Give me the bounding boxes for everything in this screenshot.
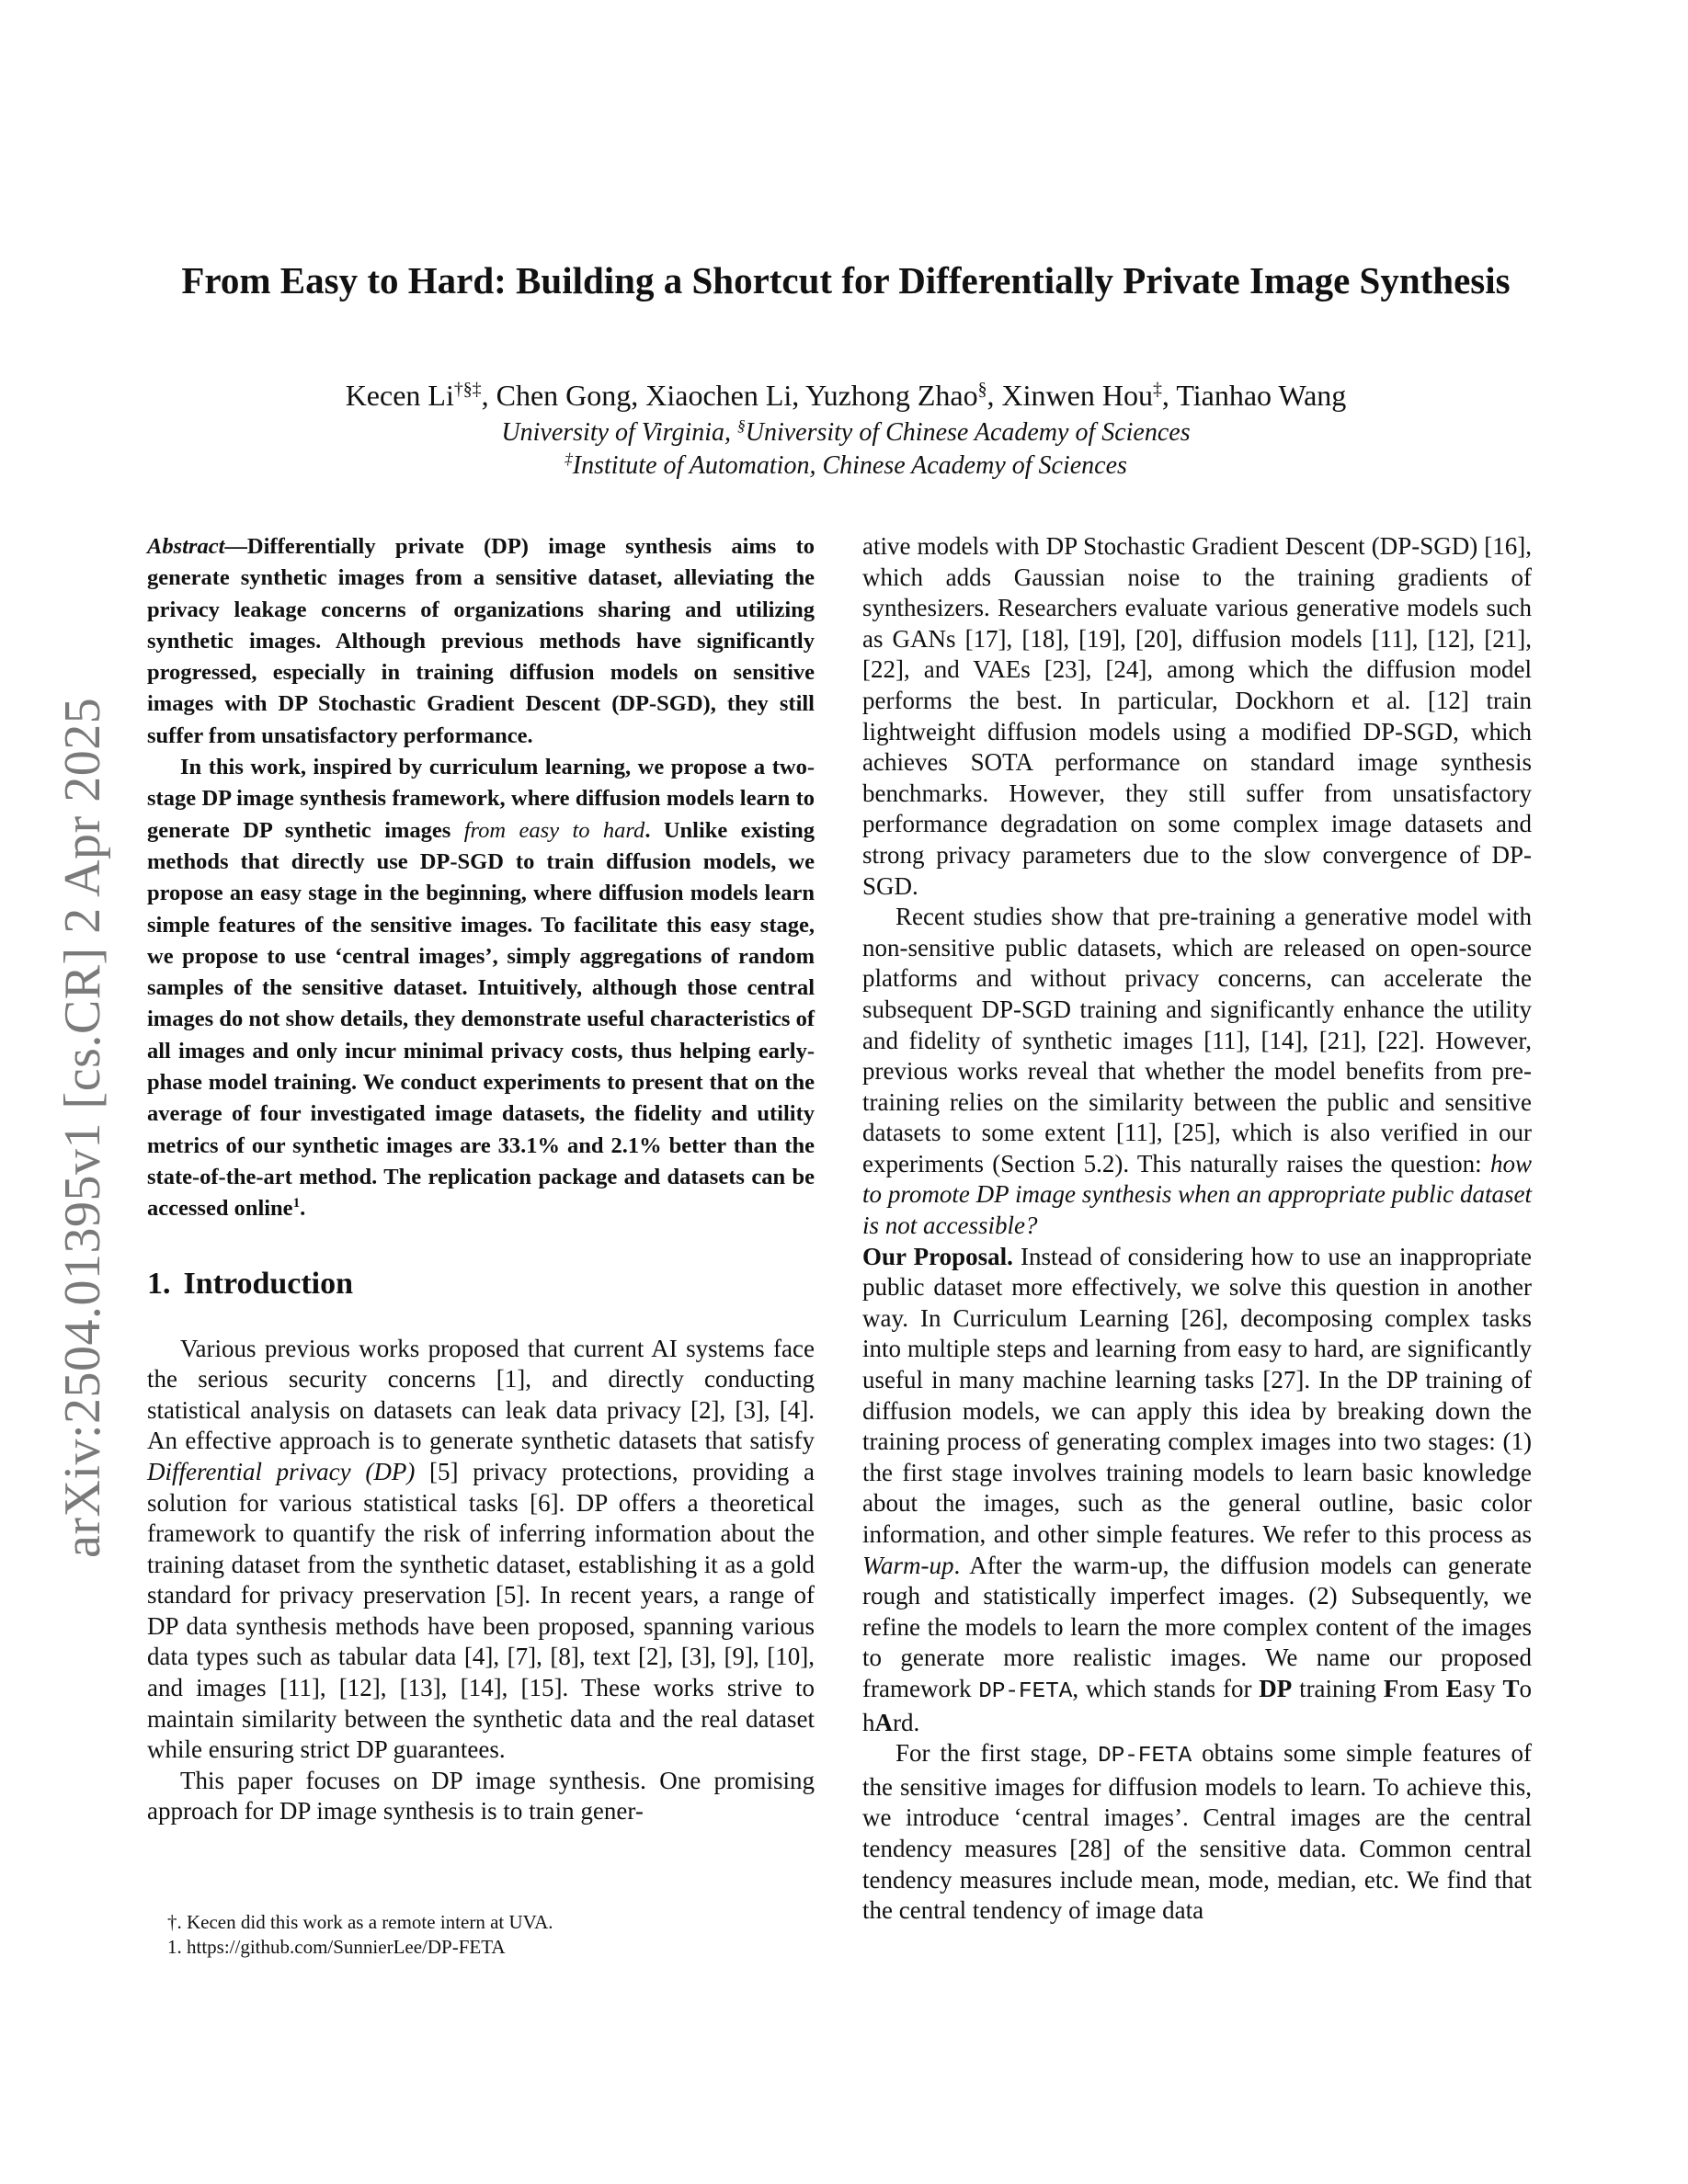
body-text: rd. [893, 1708, 920, 1736]
right-paragraph-4 [862, 1738, 1532, 1927]
author-list [110, 377, 1581, 414]
body-text: , which stands for [1072, 1674, 1260, 1702]
framework-name: DP-FETA [978, 1678, 1073, 1704]
body-emphasis: Differential privacy (DP) [147, 1457, 416, 1485]
intro-paragraph-1 [147, 1334, 815, 1766]
abstract-emphasis: from easy to hard [463, 817, 645, 843]
our-proposal-paragraph [862, 1242, 1532, 1739]
section-number: 1. [147, 1266, 171, 1301]
right-column [862, 531, 1532, 1927]
abstract-label: Abstract [147, 534, 225, 559]
acronym-letter: E [1445, 1674, 1463, 1702]
body-emphasis: how to promote DP image synthesis when an appropriate public dataset is not accessible? [862, 1149, 1532, 1240]
author-name: , Tianhao Wang [1161, 379, 1347, 412]
body-text: obtains some simple features of the sensitive images for diffusion models to learn. To achieve this, we introduce ‘central images’. Central images are the central tendency measures [28] of the sensitive data. Common central tendency measures include mean, mode, median, etc. We find that the central tendency of image data [862, 1739, 1532, 1925]
acronym-letter: T [1502, 1674, 1520, 1702]
affiliation-text: Institute of Automation, Chinese Academy of Sciences [572, 451, 1127, 480]
body-text: asy [1462, 1674, 1503, 1702]
abstract-paragraph-1 [147, 531, 815, 752]
author-names: , Chen Gong, Xiaochen Li, Yuzhong Zhao [481, 379, 978, 412]
abstract-dash: — [224, 534, 247, 559]
footnotes [147, 1910, 815, 1960]
affiliation-text: University of Virginia, [501, 418, 738, 447]
affiliation-mark: § [737, 416, 746, 435]
left-column [147, 531, 815, 1827]
body-text: ative models with DP Stochastic Gradient Descent (DP-SGD) [16], which adds Gaussian noise to the training gradients of synthesizers. Researchers evaluate various generative models such as GANs [17], [18], [19], [20], diffusion models [11], [12], [21], [22], and VAEs [23], [24], among which the diffusion model performs the best. In particular, Dockhorn et al. [12] train lightweight diffusion models using a modified DP-SGD, which achieves SOTA performance on standard image synthesis benchmarks. However, they still suffer from unsatisfactory performance degradation on some complex image datasets and strong privacy parameters due to the slow convergence of DP-SGD. [862, 532, 1532, 900]
affiliation-mark: ‡ [1152, 379, 1162, 400]
body-text: . After the warm-up, the diffusion models can generate rough and statistically imperfect images. (2) Subsequently, we refine the models to learn the more complex content of the images to generate more realistic images. We name our proposed framework [862, 1551, 1532, 1702]
framework-name: DP-FETA [1098, 1744, 1192, 1769]
abstract [147, 531, 815, 1225]
body-text: Recent studies show that pre-training a generative model with non-sensitive public datasets, which are released on open-source platforms and without privacy concerns, can accelerate the subsequent DP-SGD training and significantly enhance the utility and fidelity of synthetic images [11], [14], [21], [22]. However, previous works reveal that whether the model benefits from pre-training relies on the similarity between the public and sensitive datasets to some extent [11], [25], which is also verified in our experiments (Section 5.2). This naturally raises the question: [862, 903, 1532, 1177]
right-paragraph-1 [862, 531, 1532, 902]
intro-paragraph-2 [147, 1766, 815, 1827]
abstract-paragraph-2 [147, 752, 815, 1224]
abstract-text: . [300, 1196, 306, 1222]
section-heading-introduction [147, 1266, 815, 1302]
run-in-heading: Our Proposal. [862, 1242, 1013, 1270]
footnote-link: 1. https://github.com/SunnierLee/DP-FETA [167, 1936, 506, 1958]
footnote-marker: 1 [292, 1195, 301, 1211]
affiliation-text: University of Chinese Academy of Sciences [745, 418, 1191, 447]
abstract-text: Differentially private (DP) image synthesis aims to generate synthetic images from a sensitive dataset, alleviating the privacy leakage concerns of organizations sharing and utilizing synthetic images. Although previous methods have significantly progressed, especially in training diffusion models on sensitive images with DP Stochastic Gradient Descent (DP-SGD), they still suffer from unsatisfactory performance. [147, 534, 815, 748]
acronym-letter: A [874, 1708, 893, 1736]
acronym-letters: DP [1259, 1674, 1293, 1702]
body-emphasis: Warm-up [862, 1551, 954, 1579]
affiliation-line-1 [110, 416, 1581, 449]
abstract-text: . Unlike existing methods that directly use DP-SGD to train diffusion models, we propose an easy stage in the beginning, where diffusion models learn simple features of the sensitive images. To facilitate this easy stage, we propose to use ‘central images’, simply aggregations of random samples of the sensitive dataset. Intuitively, although those central images do not show details, they demonstrate useful characteristics of all images and only incur minimal privacy costs, thus helping early-phase model training. We conduct experiments to present that on the average of four investigated image datasets, the fidelity and utility metrics of our synthetic images are 33.1% and 2.1% better than the state-of-the-art method. The replication package and datasets can be accessed online [147, 817, 815, 1222]
body-text: Various previous works proposed that current AI systems face the serious security concerns [1], and directly conducting statistical analysis on datasets can leak data privacy [2], [3], [4]. An effective approach is to generate synthetic datasets that satisfy [147, 1334, 815, 1455]
section-title: Introduction [183, 1266, 354, 1301]
affiliation-mark: ‡ [565, 449, 573, 468]
author-name: , Xinwen Hou [987, 379, 1153, 412]
abstract-text: In this work, inspired by curriculum learning, we propose a two-stage DP image synthesis framework, where diffusion models learn to generate DP synthetic images [147, 755, 815, 843]
body-text: [5] privacy protections, providing a solution for various statistical tasks [6]. DP offers a theoretical framework to quantify the risk of inferring information about the training dataset from the synthetic dataset, establishing it as a gold standard for privacy preservation [5]. In recent years, a range of DP data synthesis methods have been proposed, spanning various data types such as tabular data [4], [7], [8], text [2], [3], [9], [10], and images [11], [12], [13], [14], [15]. These works strive to maintain similarity between the synthetic data and the real dataset while ensuring strict DP guarantees. [147, 1457, 815, 1764]
body-text: This paper focuses on DP image synthesis. One promising approach for DP image synthesis is to train gener- [147, 1766, 815, 1826]
affiliation-mark: †§‡ [453, 379, 482, 400]
body-text: rom [1398, 1674, 1446, 1702]
body-text: For the first stage, [895, 1739, 1099, 1768]
acronym-letter: F [1383, 1674, 1399, 1702]
right-paragraph-2 [862, 902, 1532, 1242]
arxiv-identifier: arXiv:2504.01395v1 [cs.CR] 2 Apr 2025 [54, 697, 111, 1558]
affiliation-line-2 [110, 449, 1581, 483]
affiliation-mark: § [977, 379, 987, 400]
footnote-dagger: †. Kecen did this work as a remote intern at UVA. [167, 1911, 553, 1933]
body-text: o h [862, 1674, 1532, 1736]
body-text: Instead of considering how to use an inappropriate public dataset more effectively, we solve this question in another way. In Curriculum Learning [26], decomposing complex tasks into multiple steps and learning from easy to hard, are significantly useful in many machine learning tasks [27]. In the DP training of diffusion models, we can apply this idea by breaking down the training process of generating complex images into two stages: (1) the first stage involves training models to learn basic knowledge about the images, such as the general outline, basic color information, and other simple features. We refer to this process as [862, 1242, 1532, 1548]
author-name: Kecen Li [345, 379, 454, 412]
paper-title: From Easy to Hard: Building a Shortcut for Differentially Private Image Synthesis [181, 259, 1511, 301]
introduction-body [147, 1334, 815, 1828]
body-text: training [1292, 1674, 1384, 1702]
